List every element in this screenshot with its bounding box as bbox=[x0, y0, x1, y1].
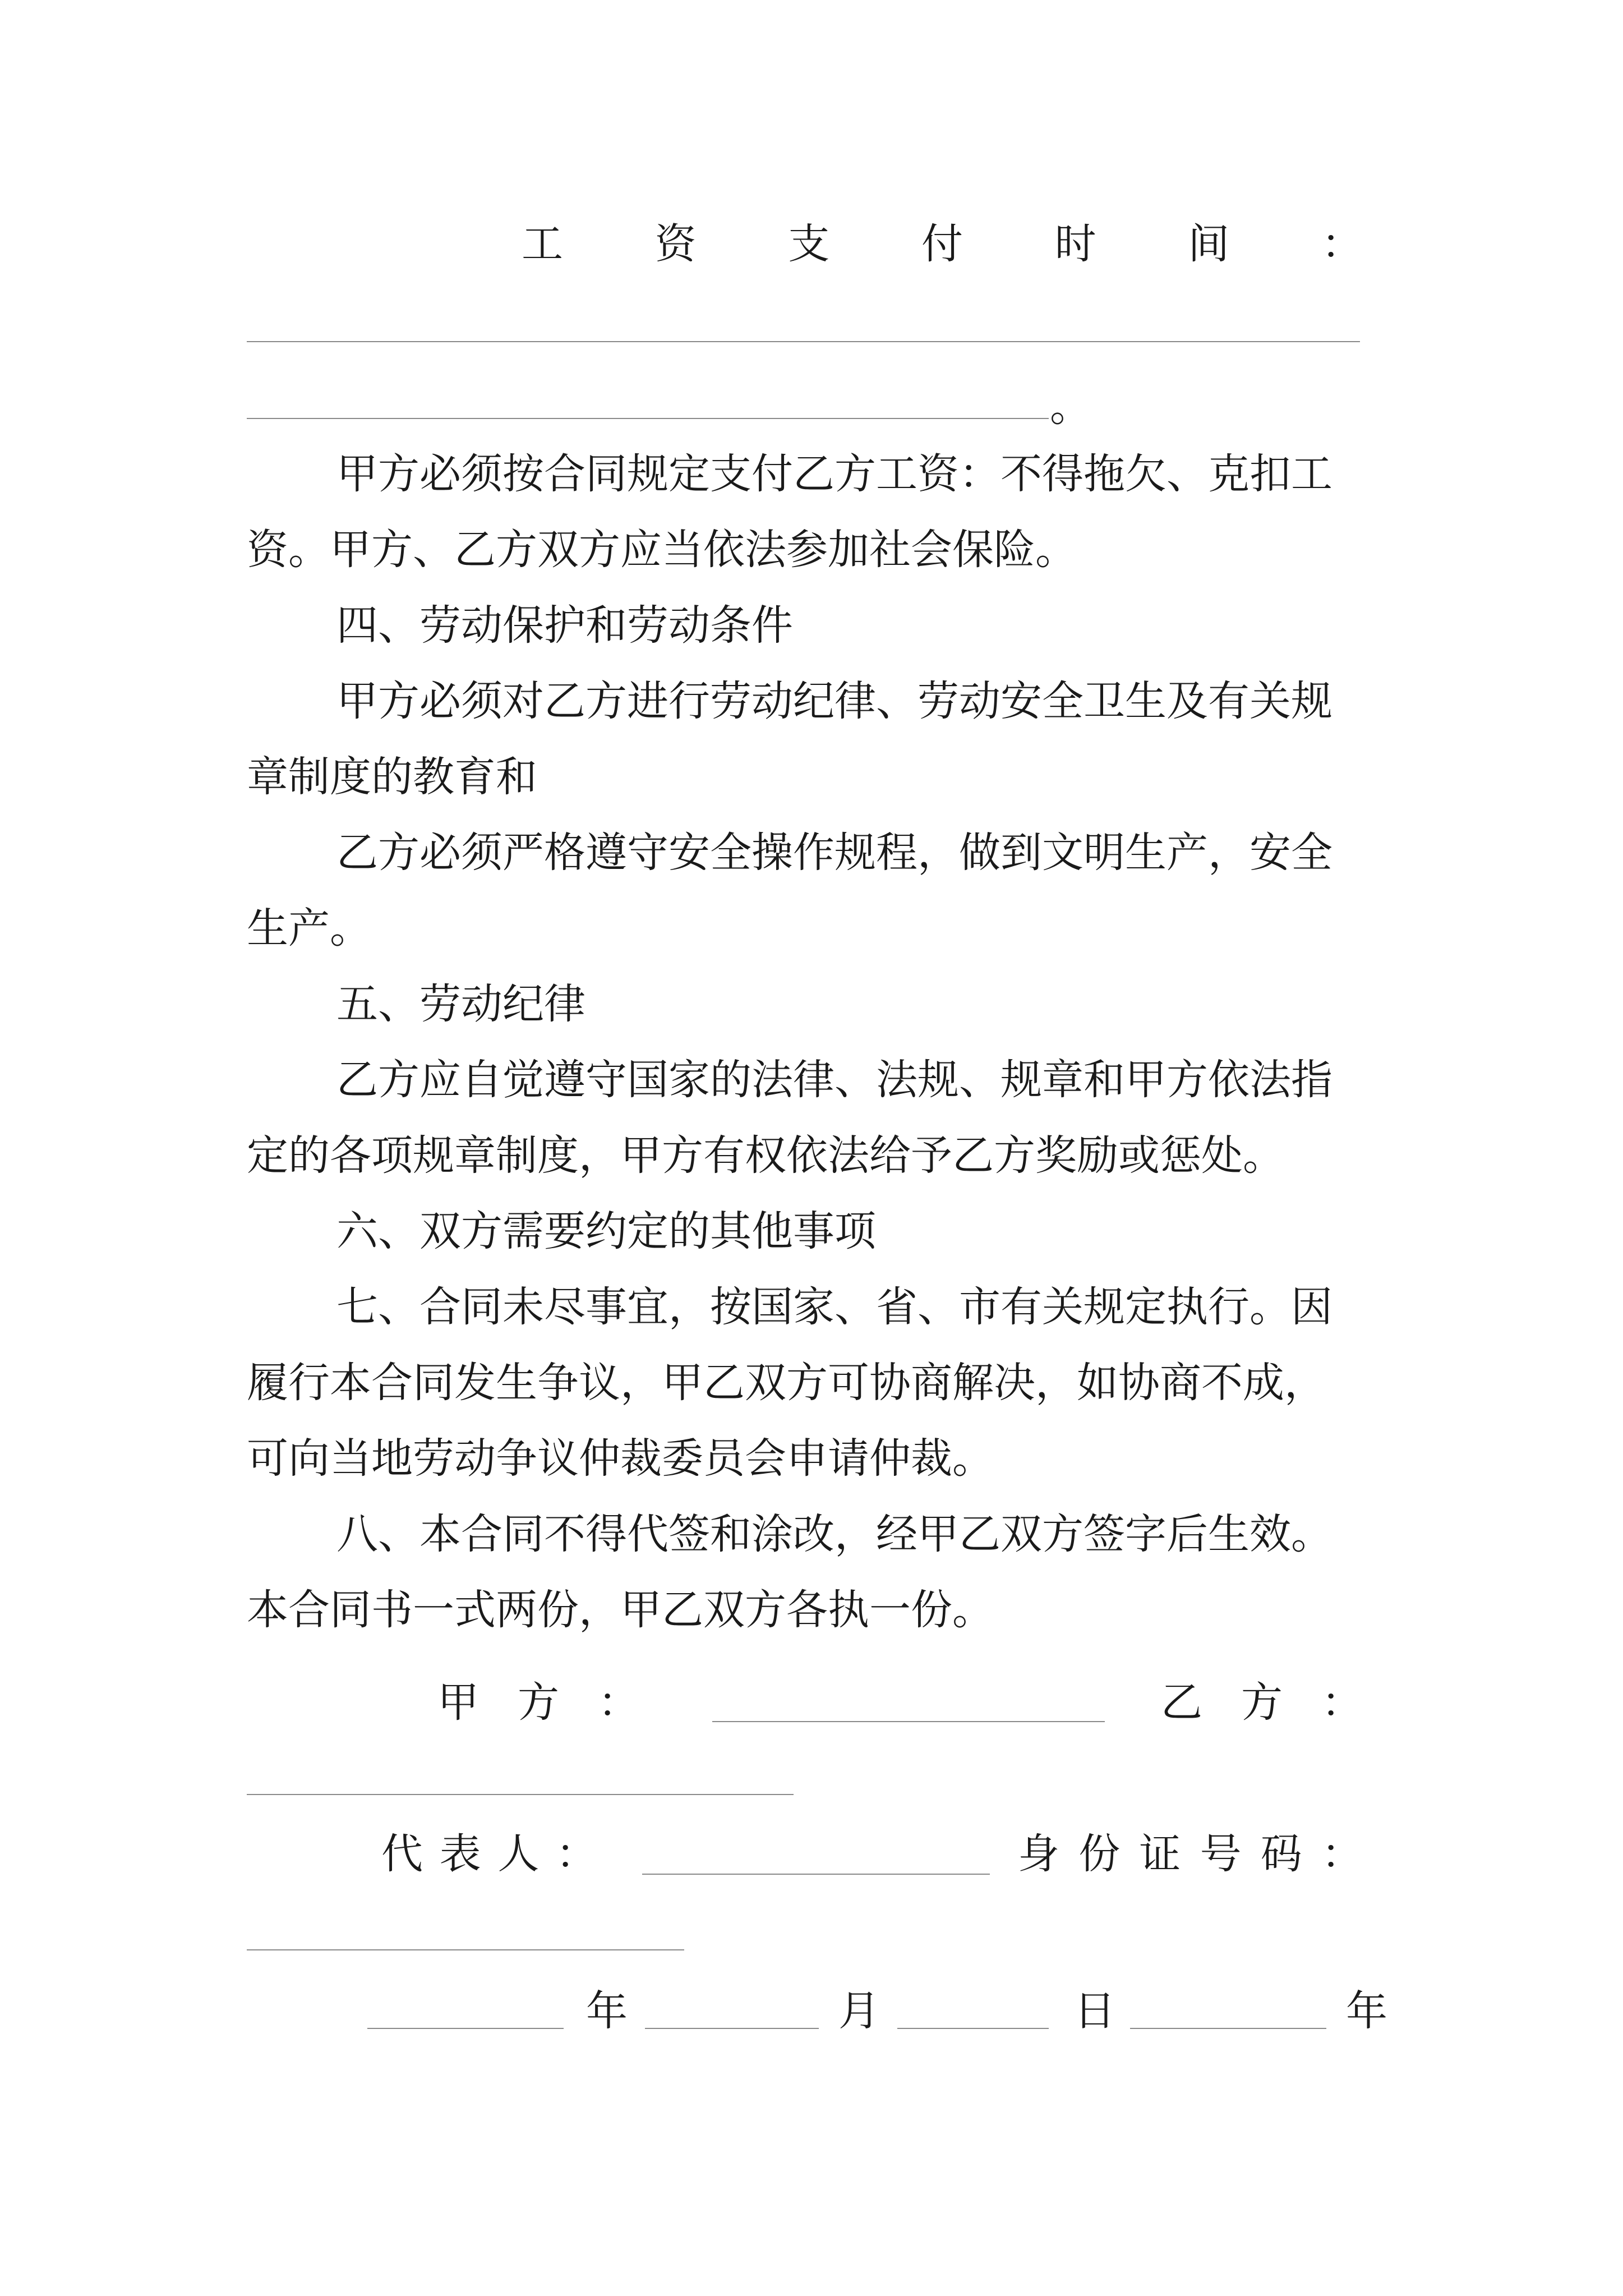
label-char: 乙 bbox=[1161, 1678, 1202, 1727]
year-label: 年 bbox=[586, 1987, 628, 2035]
label-char: 表 bbox=[439, 1830, 481, 1878]
body-line: 甲方必须按合同规定支付乙方工资：不得拖欠、克扣工 bbox=[336, 450, 1332, 498]
blank-fill-line bbox=[247, 341, 1360, 342]
body-line: 章制度的教育和 bbox=[247, 753, 537, 801]
month-label: 月 bbox=[838, 1987, 880, 2035]
representative-label bbox=[381, 1826, 597, 1882]
section-heading: 五、劳动纪律 bbox=[336, 980, 585, 1028]
body-line: 可向当地劳动争议仲裁委员会申请仲裁。 bbox=[247, 1434, 994, 1483]
body-line: 资。甲方、乙方双方应当依法参加社会保险。 bbox=[247, 526, 1077, 574]
label-char: 身 bbox=[1018, 1830, 1059, 1878]
year2-blank-line bbox=[1130, 2028, 1326, 2029]
body-line: 生产。 bbox=[247, 904, 371, 953]
title-char: ： bbox=[1321, 220, 1363, 268]
section-heading: 四、劳动保护和劳动条件 bbox=[336, 601, 793, 650]
title-char: 工 bbox=[522, 220, 563, 268]
body-line: 乙方应自觉遵守国家的法律、法规、规章和甲方依法指 bbox=[336, 1056, 1332, 1104]
label-char: 甲 bbox=[437, 1678, 479, 1727]
label-char: 号 bbox=[1200, 1830, 1242, 1878]
year2-label: 年 bbox=[1346, 1987, 1387, 2035]
year-blank-line bbox=[367, 2028, 564, 2029]
day-label: 日 bbox=[1074, 1987, 1115, 2035]
label-char: ： bbox=[1321, 1830, 1363, 1878]
id-number-label bbox=[1018, 1826, 1363, 1882]
body-line: 八、本合同不得代签和涂改，经甲乙双方签字后生效。 bbox=[336, 1510, 1332, 1558]
body-line: 甲方必须对乙方进行劳动纪律、劳动安全卫生及有关规 bbox=[336, 677, 1332, 725]
body-line: 乙方必须严格遵守安全操作规程，做到文明生产，安全 bbox=[336, 829, 1332, 877]
id-number-blank-line bbox=[247, 1949, 684, 1950]
representative-blank-line bbox=[642, 1874, 990, 1875]
label-char: 代 bbox=[381, 1830, 423, 1878]
body-line: 定的各项规章制度，甲方有权依法给予乙方奖励或惩处。 bbox=[247, 1131, 1284, 1180]
label-char: ： bbox=[598, 1678, 639, 1727]
section-heading: 六、双方需要约定的其他事项 bbox=[336, 1207, 876, 1255]
label-char: 码 bbox=[1260, 1830, 1302, 1878]
title-char: 付 bbox=[921, 220, 963, 268]
label-char: 证 bbox=[1139, 1830, 1181, 1878]
title-char: 支 bbox=[788, 220, 830, 268]
label-char: ： bbox=[555, 1830, 597, 1878]
wage-payment-time-label bbox=[522, 216, 1363, 272]
day-blank-line bbox=[897, 2028, 1049, 2029]
party-b-blank-line bbox=[247, 1794, 794, 1795]
blank-fill-line bbox=[247, 418, 1049, 419]
label-char: 份 bbox=[1078, 1830, 1121, 1878]
label-char: 方 bbox=[518, 1678, 559, 1727]
body-line: 本合同书一式两份，甲乙双方各执一份。 bbox=[247, 1586, 994, 1634]
label-char: 方 bbox=[1241, 1678, 1283, 1727]
label-char: 人 bbox=[497, 1830, 540, 1878]
month-blank-line bbox=[645, 2028, 819, 2029]
label-char: ： bbox=[1321, 1678, 1363, 1727]
party-b-label bbox=[1161, 1674, 1363, 1731]
title-char: 间 bbox=[1188, 220, 1230, 268]
party-a-blank-line bbox=[712, 1721, 1105, 1722]
party-a-label bbox=[437, 1674, 639, 1731]
title-char: 时 bbox=[1054, 220, 1096, 268]
body-line: 七、合同未尽事宜，按国家、省、市有关规定执行。因 bbox=[336, 1283, 1332, 1331]
body-line: 履行本合同发生争议，甲乙双方可协商解决，如协商不成， bbox=[247, 1359, 1326, 1407]
end-period: 。 bbox=[1050, 383, 1091, 431]
title-char: 资 bbox=[654, 220, 697, 268]
